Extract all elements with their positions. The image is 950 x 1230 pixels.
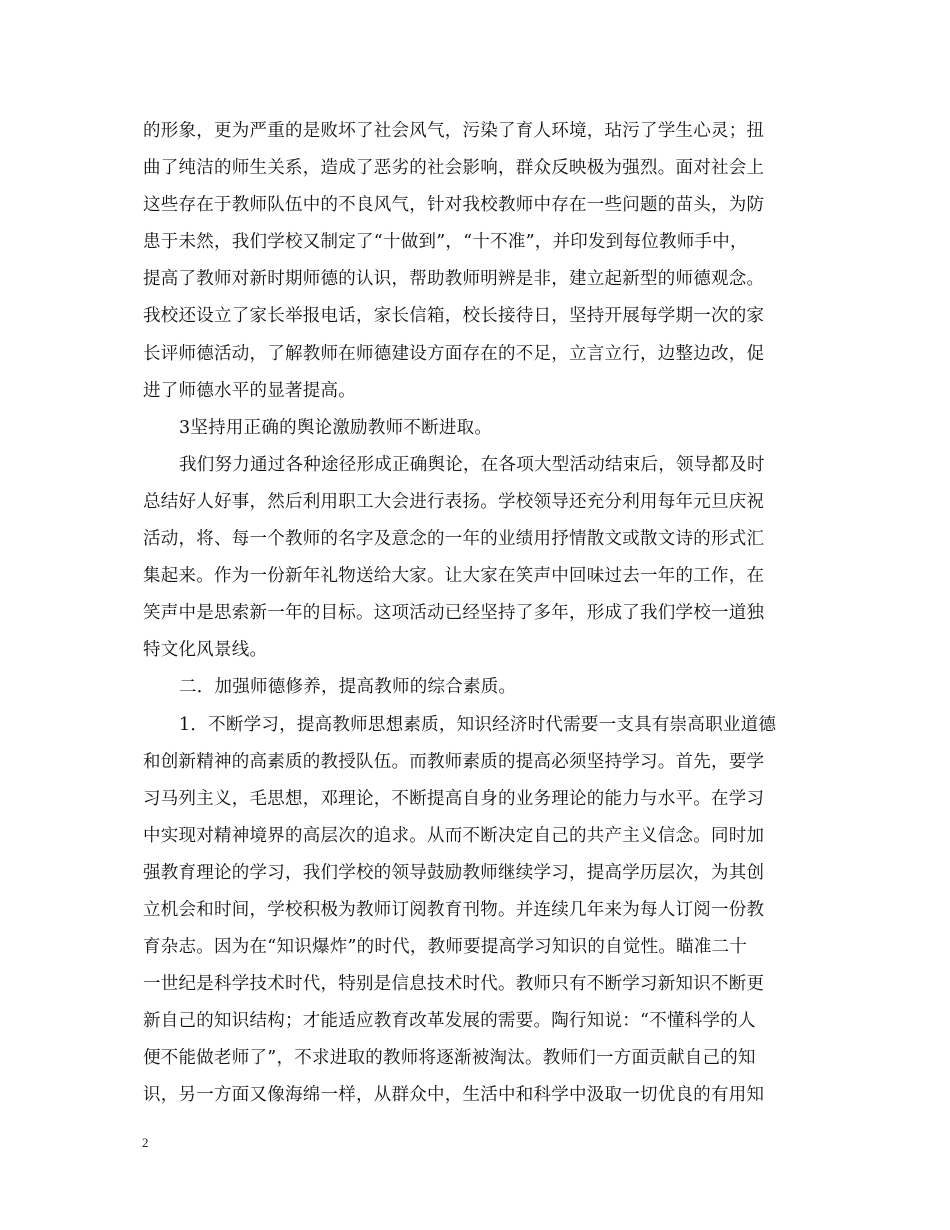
text-line: 习马列主义，毛思想，邓理论，不断提高自身的业务理论的能力与水平。在学习 [143,788,765,809]
text-line: 和创新精神的高素质的教授队伍。而教师素质的提高必须坚持学习。首先，要学 [143,751,765,772]
paragraph-start-line: 我们努力通过各种途径形成正确舆论，在各项大型活动结束后，领导都及时 [179,454,765,475]
text-line: 便不能做老师了”，不求进取的教师将逐渐被淘汰。教师们一方面贡献自己的知 [143,1048,756,1069]
text-line: 进了师德水平的显著提高。 [143,380,356,401]
text-line: 识，另一方面又像海绵一样，从群众中，生活中和科学中汲取一切优良的有用知 [143,1085,765,1106]
section-heading: 3坚持用正确的舆论激励教师不断进取。 [179,417,493,438]
paragraph-start-line: 1．不断学习，提高教师思想素质，知识经济时代需要一支具有崇高职业道德 [179,714,777,735]
text-line: 活动，将、每一个教师的名字及意念的一年的业绩用抒情散文或散文诗的形式汇 [143,529,765,550]
text-line: 新自己的知识结构；才能适应教育改革发展的需要。陶行知说：“不懂科学的人 [143,1011,756,1032]
text-line: 中实现对精神境界的高层次的追求。从而不断决定自己的共产主义信念。同时加 [143,825,765,846]
text-line: 长评师德活动，了解教师在师德建设方面存在的不足，立言立行，边整边改，促 [143,343,765,364]
text-line: 总结好人好事，然后利用职工大会进行表扬。学校领导还充分利用每年元旦庆祝 [143,491,765,512]
text-line: 育杂志。因为在“知识爆炸”的时代，教师要提高学习知识的自觉性。瞄准二十 [143,937,748,958]
text-line: 提高了教师对新时期师德的认识，帮助教师明辨是非，建立起新型的师德观念。 [143,269,765,290]
section-heading: 二．加强师德修养，提高教师的综合素质。 [179,677,517,698]
text-line: 强教育理论的学习，我们学校的领导鼓励教师继续学习，提高学历层次，为其创 [143,862,765,883]
text-line: 患于未然，我们学校又制定了“十做到”，“十不准”，并印发到每位教师手中， [143,232,748,253]
text-line: 特文化风景线。 [143,640,268,661]
page-number: 2 [142,1135,149,1150]
text-line: 集起来。作为一份新年礼物送给大家。让大家在笑声中回味过去一年的工作，在 [143,566,765,587]
text-line: 一世纪是科学技术时代，特别是信息技术时代。教师只有不断学习新知识不断更 [143,974,765,995]
text-line: 的形象，更为严重的是败坏了社会风气，污染了育人环境，玷污了学生心灵；扭 [143,121,765,141]
text-line: 我校还设立了家长举报电话，家长信箱，校长接待日，坚持开展每学期一次的家 [143,306,765,327]
text-line: 曲了纯洁的师生关系，造成了恶劣的社会影响，群众反映极为强烈。面对社会上 [143,158,765,179]
body-text [143,113,811,1115]
text-line: 笑声中是思索新一年的目标。这项活动已经坚持了多年，形成了我们学校一道独 [143,603,765,624]
text-line: 这些存在于教师队伍中的不良风气，针对我校教师中存在一些问题的苗头，为防 [143,195,765,216]
text-line: 立机会和时间，学校积极为教师订阅教育刊物。并连续几年来为每人订阅一份教 [143,899,765,920]
